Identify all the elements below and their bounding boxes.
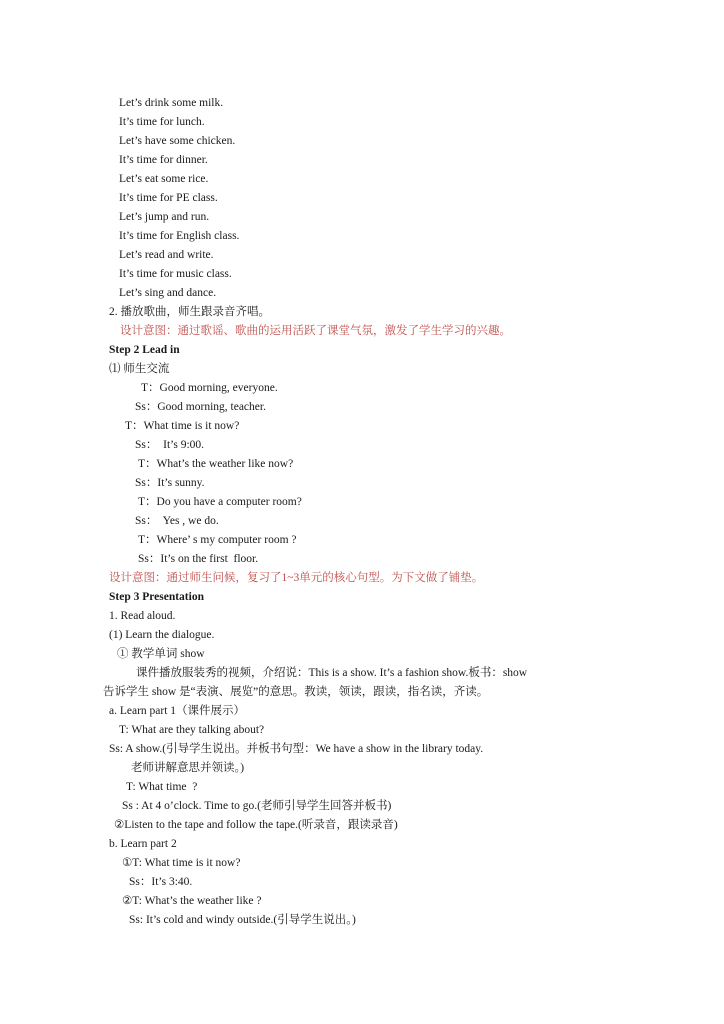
- chant-line: Let’s read and write.: [119, 249, 214, 261]
- step3-line: (1) Learn the dialogue.: [109, 629, 215, 641]
- chant-line: Let’s drink some milk.: [119, 97, 224, 109]
- dialogue-line: Ss： It’s 9:00.: [135, 439, 205, 451]
- dialogue-line: T：Where’ s my computer room ?: [138, 534, 297, 546]
- step3-line: T: What are they talking about?: [119, 724, 265, 736]
- chant-line: It’s time for music class.: [119, 268, 232, 280]
- dialogue-line: T：Good morning, everyone.: [141, 382, 278, 394]
- step3-line: 老师讲解意思并领读。): [131, 762, 245, 774]
- dialogue-line: T：What time is it now?: [125, 420, 240, 432]
- dialogue-line: T：What’s the weather like now?: [138, 458, 294, 470]
- step3-line: Ss: A show.(引导学生说出。并板书句型：We have a show in the library today.: [109, 743, 484, 755]
- chant-line: It’s time for dinner.: [119, 154, 208, 166]
- dialogue-line: Ss： Yes , we do.: [135, 515, 219, 527]
- step2-subheading: ⑴ 师生交流: [109, 363, 170, 375]
- chant-line: It’s time for lunch.: [119, 116, 205, 128]
- chant-line: It’s time for PE class.: [119, 192, 218, 204]
- step1-item-2: 2. 播放歌曲，师生跟录音齐唱。: [109, 306, 270, 318]
- chant-line: Let’s sing and dance.: [119, 287, 217, 299]
- step3-line: Ss：It’s 3:40.: [129, 876, 193, 888]
- chant-line: Let’s jump and run.: [119, 211, 210, 223]
- step3-line: Ss : At 4 o’clock. Time to go.(老师引导学生回答并板书): [122, 800, 392, 812]
- dialogue-line: Ss：It’s on the first floor.: [138, 553, 259, 565]
- chant-line: Let’s have some chicken.: [119, 135, 236, 147]
- step3-line: T: What time ?: [126, 781, 198, 793]
- dialogue-line: Ss：It’s sunny.: [135, 477, 205, 489]
- dialogue-line: Ss：Good morning, teacher.: [135, 401, 266, 413]
- step3-line: ① 教学单词 show: [117, 648, 205, 660]
- chant-line: It’s time for English class.: [119, 230, 240, 242]
- design-note-2: 设计意图：通过师生问候，复习了1~3单元的核心句型。为下文做了铺垫。: [109, 572, 484, 584]
- step3-line: b. Learn part 2: [109, 838, 177, 850]
- step3-line: a. Learn part 1（课件展示）: [109, 705, 246, 717]
- step3-line: 1. Read aloud.: [109, 610, 176, 622]
- chant-line: Let’s eat some rice.: [119, 173, 209, 185]
- dialogue-line: T：Do you have a computer room?: [138, 496, 302, 508]
- step3-heading: Step 3 Presentation: [109, 591, 204, 603]
- step3-line: 课件播放服装秀的视频，介绍说：This is a show. It’s a fashion show.板书：show: [136, 667, 528, 679]
- step3-line: ②T: What’s the weather like ?: [122, 895, 262, 907]
- design-note-1: 设计意图：通过歌谣、歌曲的运用活跃了课堂气氛，激发了学生学习的兴趣。: [120, 325, 511, 337]
- step3-line: ①T: What time is it now?: [122, 857, 241, 869]
- step3-line: ②Listen to the tape and follow the tape.(听录音，跟读录音): [114, 819, 398, 831]
- step3-line: Ss: It’s cold and windy outside.(引导学生说出。): [129, 914, 356, 926]
- step3-line: 告诉学生 show 是“表演、展览”的意思。教读，领读，跟读，指名读，齐读。: [103, 686, 489, 698]
- step2-heading: Step 2 Lead in: [109, 344, 180, 356]
